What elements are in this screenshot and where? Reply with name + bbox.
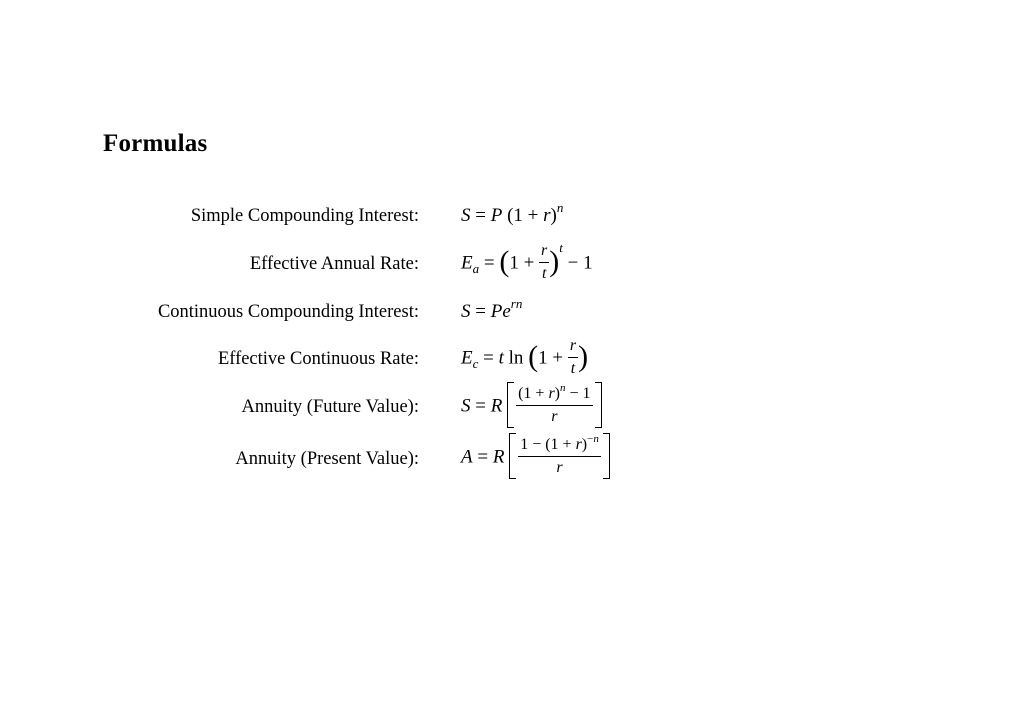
formula-label-simple-compounding: Simple Compounding Interest: — [190, 206, 419, 226]
formula-continuous-compounding: $S = Pe^{rn}$ — [461, 296, 523, 322]
formula-label-effective-continuous-rate: Effective Continuous Rate: — [217, 349, 419, 369]
formula-effective-continuous-rate: $E_c = t$ ln (1 + $\frac{r}{t}$ ) — [461, 337, 589, 377]
formula-label-effective-annual-rate: Effective Annual Rate: — [249, 254, 419, 274]
formula-annuity-present-value: A = R $\frac{1 - (1 + r)^{-n}}{r}$ — [461, 435, 610, 481]
section-heading: Formulas — [103, 130, 208, 157]
formula-label-annuity-future-value: Annuity (Future Value): — [241, 397, 419, 417]
formula-simple-compounding: S = P $(1 + r)^n$ — [461, 200, 564, 226]
formula-annuity-future-value: S = R $\frac{(1 + r)^n - 1}{r}$ — [461, 384, 602, 430]
formula-effective-annual-rate: $E_a = (1$ + $\frac{r}{t}$ )$^t$ − 1 — [461, 240, 593, 282]
formula-label-continuous-compounding: Continuous Compounding Interest: — [157, 302, 419, 322]
formula-label-annuity-present-value: Annuity (Present Value): — [235, 449, 419, 469]
